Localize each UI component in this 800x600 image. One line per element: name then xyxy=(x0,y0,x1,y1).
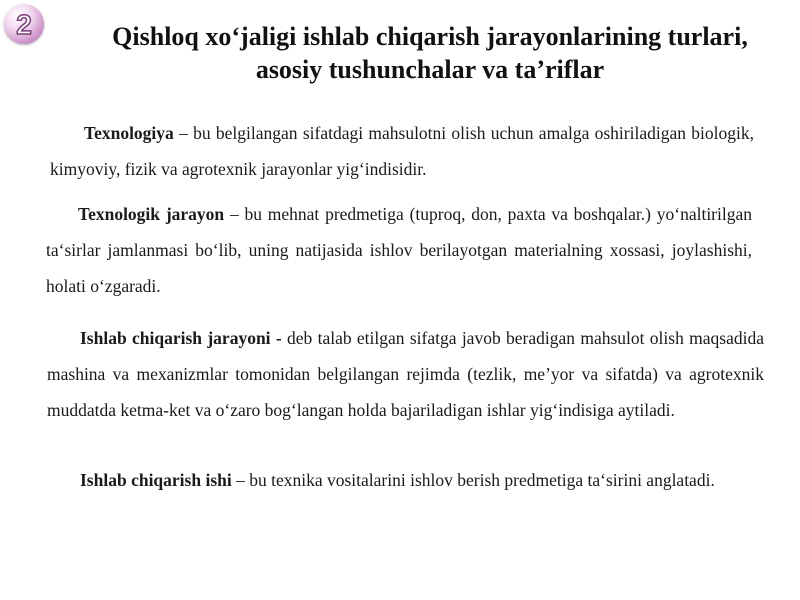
definition-texnologik-jarayon xyxy=(46,196,752,304)
definition-texnologiya xyxy=(50,115,754,187)
definition-ishlab-chiqarish-ishi xyxy=(47,462,764,498)
slide-title-line-2: asosiy tushunchalar va ta’riflar xyxy=(255,55,605,84)
definition-text: deb talab etilgan sifatga javob beradigan mahsulot olish maqsadida mashina va mexanizmlar tomonidan belgilangan rejimda (tezlik, me’yor va sifatda) va agrotexnik muddatda ketma-ket va o‘zaro bog‘langan holda bajariladigan ishlar yig‘indisiga aytiladi. xyxy=(47,328,764,420)
definition-ishlab-chiqarish-jarayoni xyxy=(47,320,764,428)
slide-number-badge xyxy=(4,4,44,44)
definition-term: Ishlab chiqarish ishi xyxy=(80,470,232,490)
definition-text: – bu mehnat predmetiga (tuproq, don, paxta va boshqalar.) yo‘naltirilgan ta‘sirlar jamlanmasi bo‘lib, uning natijasida ishlov berilayotgan materialning xossasi, joylashishi, holati o‘zgaradi. xyxy=(46,204,752,296)
slide-number: 2 xyxy=(16,8,32,40)
definition-text: – bu belgilangan sifatdagi mahsulotni olish uchun amalga oshiriladigan biologik, kimyoviy, fizik va agrotexnik jarayonlar yig‘indisidir. xyxy=(50,123,754,179)
definition-text: – bu texnika vositalarini ishlov berish predmetiga ta‘sirini anglatadi. xyxy=(231,470,715,490)
slide-title-line-1: Qishloq xo‘jaligi ishlab chiqarish jarayonlarining turlari, xyxy=(112,22,748,51)
definition-term: Texnologik jarayon xyxy=(78,204,225,224)
definition-term: Texnologiya xyxy=(84,123,174,143)
definition-term: Ishlab chiqarish jarayoni - xyxy=(80,328,282,348)
slide-title xyxy=(60,20,800,86)
